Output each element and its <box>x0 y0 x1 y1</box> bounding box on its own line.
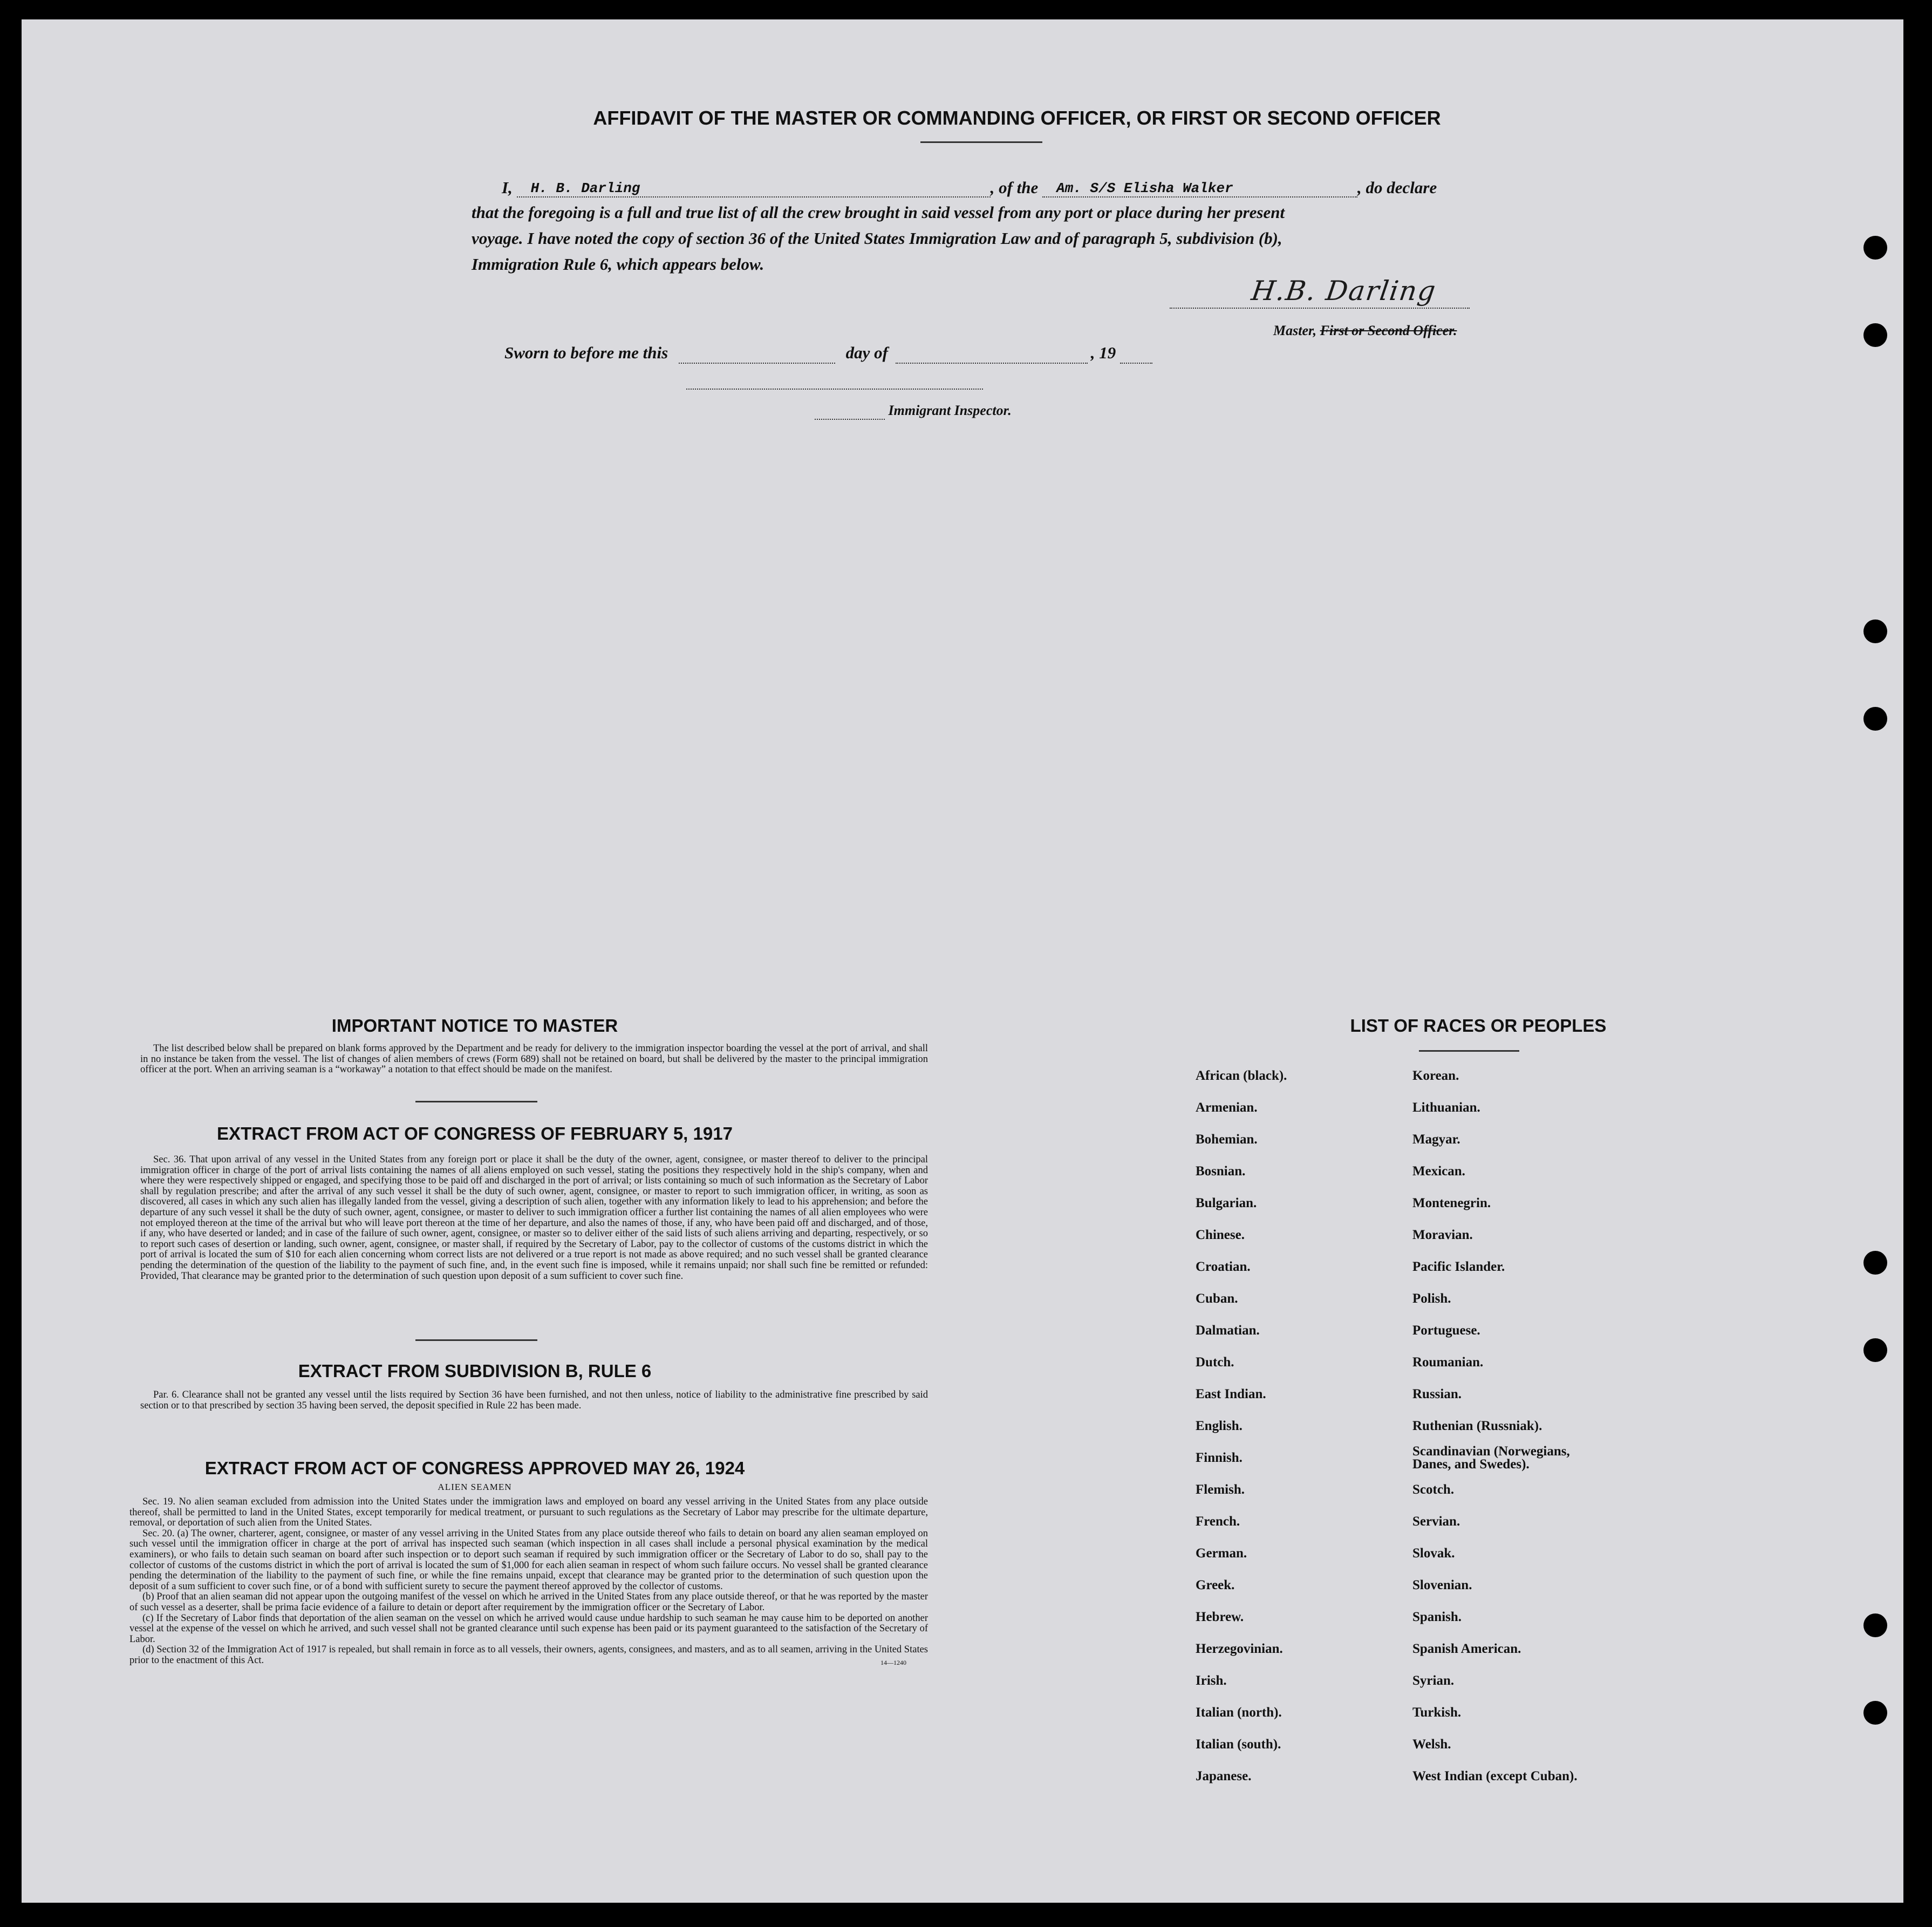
race-item: Slovak. <box>1412 1546 1455 1561</box>
year-label: , 19 <box>1090 343 1116 362</box>
race-item: Turkish. <box>1412 1705 1462 1720</box>
binder-hole <box>1863 619 1887 643</box>
race-item: Russian. <box>1412 1387 1462 1401</box>
affidavit-line-3: voyage. I have noted the copy of section 36 of the United States Immigration Law and of paragraph 5, subdivision (b), <box>472 229 1282 248</box>
binder-hole <box>1863 1613 1887 1637</box>
race-item: Finnish. <box>1196 1451 1243 1465</box>
inspector-label: Immigrant Inspector. <box>888 403 1012 418</box>
of-the-label: , of the <box>990 178 1039 197</box>
race-item: Scandinavian (Norwegians, Danes, and Swedes). <box>1412 1444 1570 1472</box>
notice-text: The list described below shall be prepared on blank forms approved by the Department and be ready for delivery to the immigration inspector boarding the vessel at the port of arrival, and shall in no instance be taken from the vessel. The list of changes of alien members of crews (Form 689) shall not be retained on board, but shall be delivered by the master to the principal immigration officer at the port. When an arriving seaman is a “workaway” a notation to that effect should be made on the manifest. <box>140 1043 928 1075</box>
race-item: Greek. <box>1196 1578 1235 1592</box>
race-item: Moravian. <box>1412 1228 1473 1242</box>
race-item: Korean. <box>1412 1068 1459 1083</box>
race-item: German. <box>1196 1546 1247 1561</box>
race-item: Bohemian. <box>1196 1132 1258 1147</box>
i-label: I, <box>502 178 513 197</box>
signature-line <box>1170 308 1470 309</box>
race-item: Welsh. <box>1412 1737 1451 1752</box>
affidavit-line-2: that the foregoing is a full and true list of all the crew brought in said vessel from any port or place during her present <box>472 203 1285 222</box>
race-item: Italian (south). <box>1196 1737 1281 1752</box>
race-item: Hebrew. <box>1196 1610 1244 1624</box>
race-item: Mexican. <box>1412 1164 1465 1179</box>
race-item: Japanese. <box>1196 1769 1252 1783</box>
binder-hole <box>1863 707 1887 731</box>
race-item: Polish. <box>1412 1291 1451 1306</box>
inspector-signature-line <box>686 389 983 390</box>
race-item: Dalmatian. <box>1196 1323 1260 1338</box>
extract-rule6-title: EXTRACT FROM SUBDIVISION B, RULE 6 <box>298 1361 652 1381</box>
day-of-label: day of <box>845 343 888 362</box>
sec-20b-text: (b) Proof that an alien seaman did not appear upon the outgoing manifest of the vessel on which he arrived in the United States from any place outside thereof, or that he was reported by the master of such vessel as a deserter, shall be prima facie evidence of a failure to detain or deport after requirement by the immigration officer or the Secretary of Labor. <box>129 1591 928 1613</box>
document-page <box>22 19 1903 1903</box>
inspector-field <box>815 403 885 420</box>
affidavit-line-4: Immigration Rule 6, which appears below. <box>472 255 764 274</box>
race-item: Lithuanian. <box>1412 1100 1480 1115</box>
signature-block <box>1144 273 1489 349</box>
extract-1924-title: EXTRACT FROM ACT OF CONGRESS APPROVED MAY 26, 1924 <box>204 1458 745 1478</box>
form-number: 14—1240 <box>880 1658 906 1666</box>
race-item: Magyar. <box>1412 1132 1460 1147</box>
races-title: LIST OF RACES OR PEOPLES <box>1350 1016 1607 1036</box>
binder-hole <box>1863 323 1887 347</box>
race-item: Roumanian. <box>1412 1355 1484 1370</box>
race-item: Servian. <box>1412 1514 1460 1529</box>
binder-hole <box>1863 1338 1887 1362</box>
race-item: Bosnian. <box>1196 1164 1246 1179</box>
extract-1917-title: EXTRACT FROM ACT OF CONGRESS OF FEBRUARY 5, 1917 <box>217 1123 733 1143</box>
race-item: Cuban. <box>1196 1291 1238 1306</box>
sworn-label: Sworn to before me this <box>504 343 668 362</box>
race-item: Ruthenian (Russniak). <box>1412 1419 1542 1433</box>
signature-caption <box>1273 323 1457 339</box>
sec-20a-text: Sec. 20. (a) The owner, charterer, agent, consignee, or master of any vessel arriving in the United States from any place outside thereof who fails to detain on board any alien seaman employed on such vessel until the immigration officer in charge at the port of arrival has inspected such seaman (which inspection in all cases shall include a personal physical examination by the medical examiners), or who fails to detain such seaman on board after such inspection or to deport such seaman if required by such immigration officer or the Secretary of Labor to do so, shall pay to the collector of customs of the customs district in which the port of arrival is located the sum of $1,000 for each alien seaman in respect of whom such failure occurs. No vessel shall be granted clearance pending the determination of the liability to the payment of such fine, or while the fine remains unpaid, except that clearance may be granted prior to the determination of such question upon the deposit of a sum sufficient to cover such fine, or of a bond with sufficient surety to secure the payment thereof approved by the collector of customs. <box>129 1528 928 1592</box>
race-item: Italian (north). <box>1196 1705 1282 1720</box>
race-item: Chinese. <box>1196 1228 1245 1242</box>
affidavit-line-1 <box>502 177 1521 198</box>
caption-struck: First or Second Officer. <box>1320 323 1457 338</box>
race-item: Irish. <box>1196 1673 1227 1688</box>
binder-hole <box>1863 1251 1887 1275</box>
affidavit-title: AFFIDAVIT OF THE MASTER OR COMMANDING OFFICER, OR FIRST OR SECOND OFFICER <box>593 107 1441 129</box>
extract-1917-text: Sec. 36. That upon arrival of any vessel in the United States from any foreign port or place it shall be the duty of the owner, agent, consignee, or master thereof to deliver to the principal immigration officer in charge of the port of arrival lists containing the names of all aliens employed on such vessel, stating the positions they respectively hold in the ship's company, when and where they were respectively shipped or engaged, and specifying those to be paid off and discharged in the port of arrival; or lists containing so much of such information as the Secretary of Labor shall by regulation prescribe; and after the arrival of any such vessel it shall be the duty of such owner, agent, consignee, or master to report to such immigration officer, in writing, as soon as discovered, all cases in which any such alien has illegally landed from the vessel, giving a description of such alien, together with any information likely to lead to his apprehension; and before the departure of any such vessel it shall be the duty of such owner, agent, consignee, or master to deliver to such immigration officer a further list containing the names of all alien employees who were not employed thereon at the time of the arrival but who will leave port thereon at the time of her departure, and also the names of those, if any, who have been paid off and discharged, and of those, if any, who have deserted or landed; and in case of the failure of such owner, agent, consignee, or master so to deliver either of the said lists of such aliens arriving and departing, respectively, or so to report such cases of desertion or landing, such owner, agent, consignee, or master shall, if required by the Secretary of Labor, pay to the collector of customs of the customs district in which the port of arrival is located the sum of $10 for each alien concerning whom correct lists are not delivered or a true report is not made as above required; and no such vessel shall be granted clearance pending the determination of the question of the liability to the payment of such fine, and, in the event such fine is imposed, while it remains unpaid; nor shall such fine be remitted or refunded: Provided, That clearance may be granted prior to the determination of such question upon deposit of a sum sufficient to cover such fine. <box>140 1154 928 1282</box>
sworn-day-field <box>679 343 835 364</box>
race-item: Pacific Islander. <box>1412 1259 1505 1274</box>
sworn-year-field <box>1120 343 1152 364</box>
inspector-line <box>815 403 1012 420</box>
master-name-field <box>517 177 991 198</box>
race-item: African (black). <box>1196 1068 1287 1083</box>
sec-20d-text: (d) Section 32 of the Immigration Act of 1917 is repealed, but shall remain in force as to all vessels, their owners, agents, consignees, and masters, and as to all seamen, arriving in the United States prior to the enactment of this Act. <box>129 1644 928 1666</box>
race-item: Scotch. <box>1412 1482 1455 1497</box>
race-item: Bulgarian. <box>1196 1196 1257 1210</box>
notice-rule <box>415 1101 537 1102</box>
caption-master: Master, <box>1273 323 1320 338</box>
race-item: West Indian (except Cuban). <box>1412 1769 1578 1783</box>
extract-1924-subtitle: ALIEN SEAMEN <box>438 1482 512 1492</box>
do-declare-label: , do declare <box>1357 178 1437 197</box>
vessel-name-field <box>1042 177 1357 198</box>
race-item: Portuguese. <box>1412 1323 1480 1338</box>
race-item: Spanish. <box>1412 1610 1462 1624</box>
race-item: Flemish. <box>1196 1482 1245 1497</box>
race-item: French. <box>1196 1514 1240 1529</box>
binder-hole <box>1863 1701 1887 1725</box>
notice-title: IMPORTANT NOTICE TO MASTER <box>331 1016 618 1036</box>
sworn-line <box>504 343 1152 364</box>
races-rule <box>1419 1050 1519 1052</box>
sworn-month-field <box>896 343 1088 364</box>
race-item: Armenian. <box>1196 1100 1258 1115</box>
race-item: Montenegrin. <box>1412 1196 1491 1210</box>
race-item: Croatian. <box>1196 1259 1251 1274</box>
race-item: Syrian. <box>1412 1673 1455 1688</box>
sec-19-text: Sec. 19. No alien seaman excluded from admission into the United States under the immigration laws and employed on board any vessel arriving in the United States from any place outside thereof, shall be permitted to land in the United States, except temporarily for medical treatment, or pursuant to such regulations as the Secretary of Labor may prescribe for the ultimate departure, removal, or deportation of such alien from the United States. <box>129 1496 928 1529</box>
sec-20c-text: (c) If the Secretary of Labor finds that deportation of the alien seaman on the vessel on which he arrived would cause undue hardship to such seaman he may cause him to be deported on another vessel at the expense of the vessel on which he arrived, and such vessel shall not be granted clearance until such expense has been paid or its payment guaranteed to the satisfaction of the Secretary of Labor. <box>129 1612 928 1645</box>
race-item: English. <box>1196 1419 1243 1433</box>
title-rule <box>920 141 1042 143</box>
race-item: East Indian. <box>1196 1387 1266 1401</box>
master-name: H. B. Darling <box>530 180 640 196</box>
race-item: Slovenian. <box>1412 1578 1472 1592</box>
race-item: Herzegovinian. <box>1196 1642 1283 1656</box>
vessel-name: Am. S/S Elisha Walker <box>1056 180 1233 196</box>
signature: H.B. Darling <box>1249 275 1439 307</box>
extract-1917-rule <box>415 1339 537 1341</box>
race-item: Spanish American. <box>1412 1642 1521 1656</box>
race-item: Dutch. <box>1196 1355 1234 1370</box>
extract-rule6-text: Par. 6. Clearance shall not be granted any vessel until the lists required by Section 36 have been furnished, and not then unless, notice of liability to the administrative fine prescribed by said section or to that prescribed by section 35 having been served, the deposit specified in Rule 22 has been made. <box>140 1390 928 1411</box>
binder-hole <box>1863 236 1887 260</box>
extract-1924-body <box>129 1497 928 1667</box>
